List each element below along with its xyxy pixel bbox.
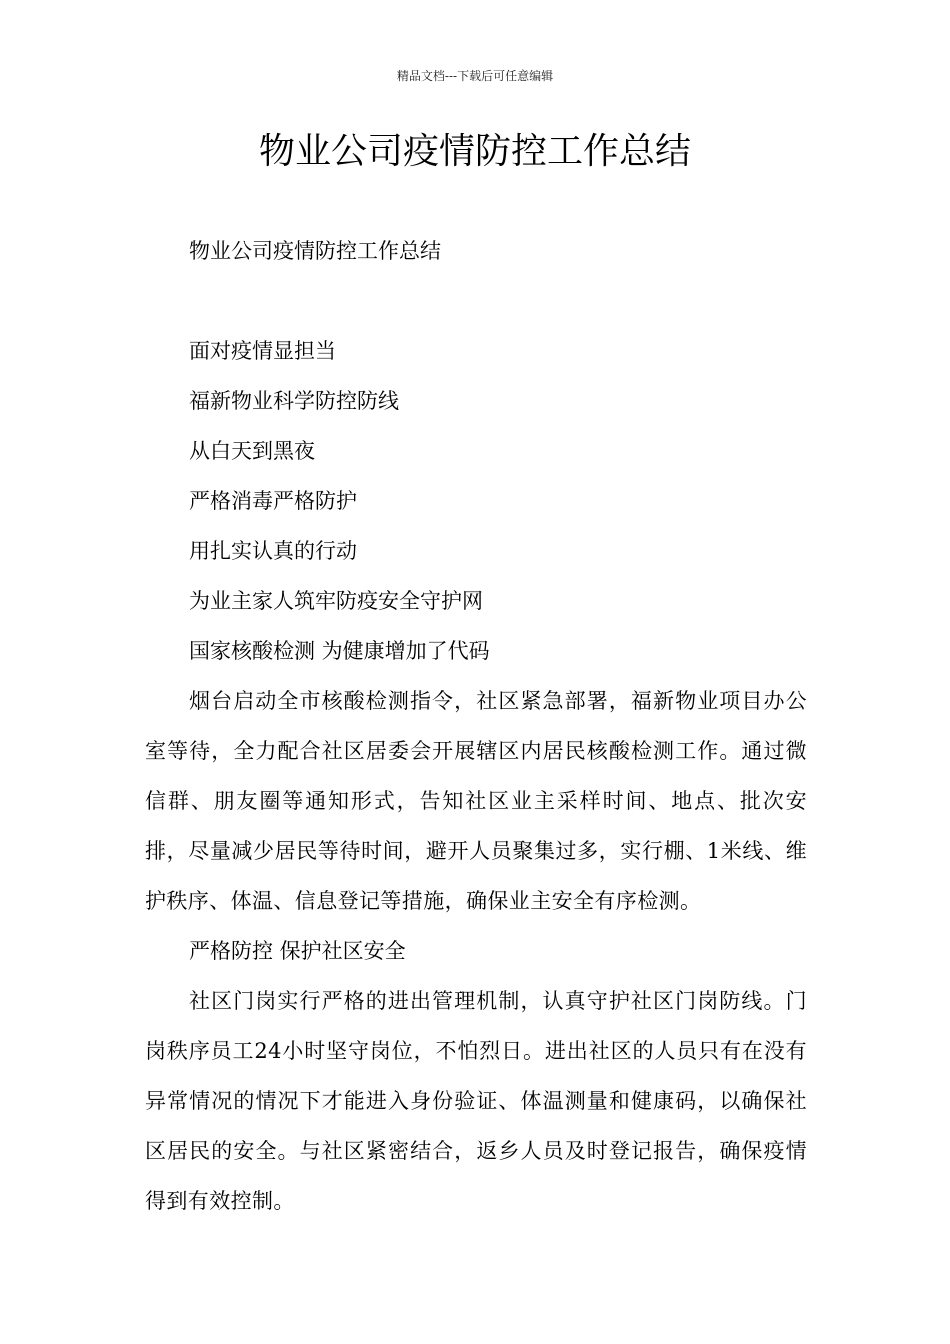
text-line: 为业主家人筑牢防疫安全守护网 xyxy=(189,589,483,613)
document-body xyxy=(145,226,807,1226)
text-line: 国家核酸检测 为健康增加了代码 xyxy=(189,639,490,663)
paragraph-nucleic-test: 烟台启动全市核酸检测指令，社区紧急部署，福新物业项目办公室等待，全力配合社区居委会开展辖区内居民核酸检测工作。通过微信群、朋友圈等通知形式，告知社区业主采样时间、地点、批次安排，尽量减少居民等待时间，避开人员聚集过多，实行棚、1米线、维护秩序、体温、信息登记等措施，确保业主安全有序检测。 xyxy=(145,689,807,913)
text-line: 从白天到黑夜 xyxy=(189,439,315,463)
header-note: 精品文档---下载后可任意编辑 xyxy=(396,69,554,83)
document-title: 物业公司疫情防控工作总结 xyxy=(258,131,691,172)
text-line: 面对疫情显担当 xyxy=(189,339,336,363)
text-line: 用扎实认真的行动 xyxy=(189,539,357,563)
document-subtitle: 物业公司疫情防控工作总结 xyxy=(189,239,441,263)
text-line: 福新物业科学防控防线 xyxy=(189,389,399,413)
section-heading: 严格防控 保护社区安全 xyxy=(189,939,406,963)
text-line: 严格消毒严格防护 xyxy=(189,489,357,513)
paragraph-gate-control: 社区门岗实行严格的进出管理机制，认真守护社区门岗防线。门岗秩序员工24小时坚守岗位，不怕烈日。进出社区的人员只有在没有异常情况的情况下才能进入身份验证、体温测量和健康码，以确保社区居民的安全。与社区紧密结合，返乡人员及时登记报告，确保疫情得到有效控制。 xyxy=(145,989,807,1213)
blank-line xyxy=(145,276,807,326)
